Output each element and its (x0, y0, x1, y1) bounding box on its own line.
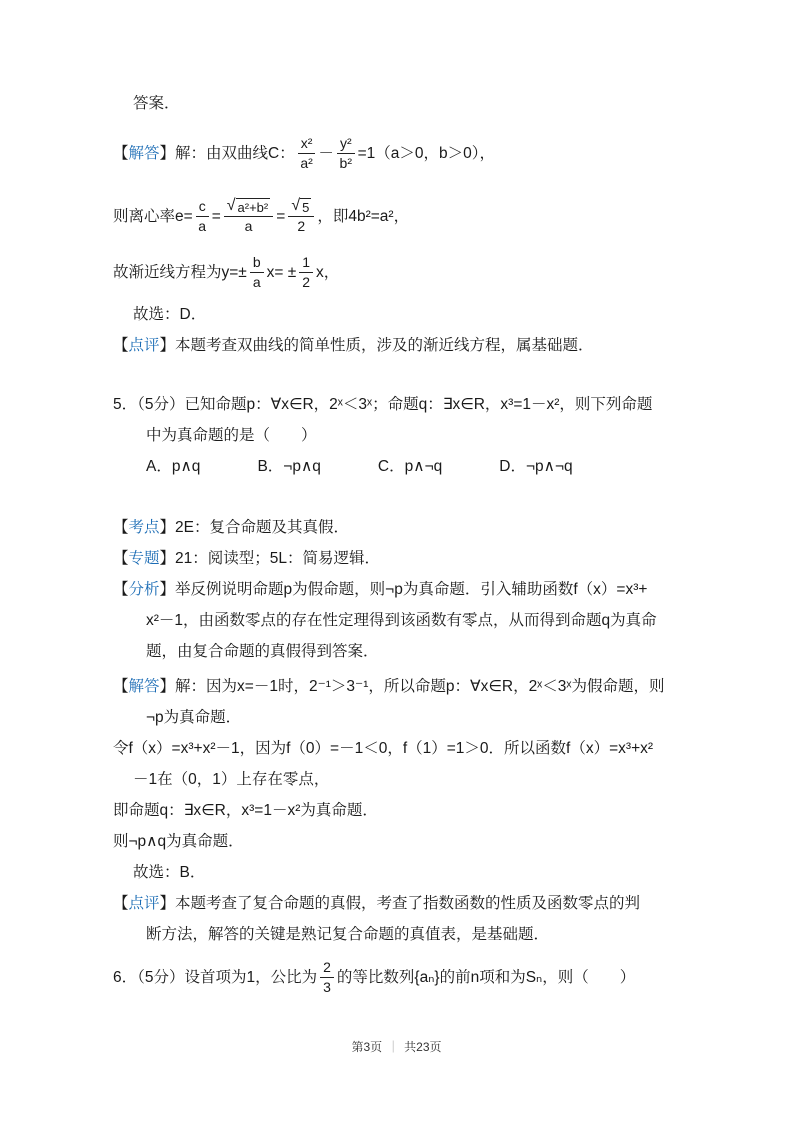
q5-fenxi-text-1: 举反例说明命题p为假命题，则¬p为真命题．引入辅助函数f（x）=x³+ (175, 581, 648, 598)
equals-sign: = (211, 207, 221, 225)
q5-stem-line2: 中为真命题的是（ ） (146, 427, 317, 444)
sec1-comment-line (113, 330, 688, 361)
q5-dianping-line1 (113, 888, 688, 919)
tag-zhuanti-label: 专题 (128, 550, 160, 567)
tag-fenxi: 【分析】 (113, 581, 176, 598)
q5-jieda-line3: 令f（x）=x³+x²－1，因为f（0）=－1＜0，f（1）=1＞0．所以函数f（x）=x³+x² (113, 740, 654, 757)
radical-sign: √ (291, 197, 301, 214)
q5-jieda-line6: 则¬p∧q为真命题． (113, 833, 244, 850)
fraction-y2-over-b2: $\frac{\text{y²}}{\text{b²}}$ (337, 135, 355, 172)
option-a: A．p∧q (146, 458, 201, 475)
tag-kaodian-label: 考点 (128, 519, 160, 536)
sec1-asym-post: x， (316, 263, 340, 281)
sec1-sol-pre: 解：由双曲线C： (175, 144, 295, 162)
q6-stem-post: 的等比数列{aₙ}的前n项和为Sₙ，则（ ） (336, 968, 636, 986)
radical-sign: √ (226, 197, 236, 214)
sec1-ecc-pre: 则离心率e= (113, 207, 193, 225)
q5-zhuanti-line (113, 543, 688, 574)
tag-dianping-label: 点评 (128, 337, 160, 354)
tag-fenxi-label: 分析 (128, 581, 160, 598)
fraction-b-over-a: $\frac{b}{a}$ (250, 254, 264, 291)
fraction-sqrt-a2b2-over-a: √ a²+b² a (224, 197, 274, 235)
q5-kaodian-line (113, 512, 688, 543)
q5-dianping-text-1: 本题考查了复合命题的真假，考查了指数函数的性质及函数零点的判 (175, 895, 641, 912)
q5-fenxi-line1 (113, 574, 688, 605)
sec1-asym-mid: x= ± (266, 263, 297, 281)
answer-caption: 答案． (133, 95, 180, 112)
q5-jieda-line5: 即命题q：∃x∈R，x³=1－x²为真命题． (113, 802, 378, 819)
tag-jieda-label: 解答 (128, 144, 160, 162)
tag-dianping-label: 点评 (128, 895, 160, 912)
fraction-2-over-3: $\frac{2}{3}$ (320, 959, 334, 996)
sec1-answer-choice: 故选：D． (133, 306, 207, 323)
q5-fenxi-line2: x²－1，由函数零点的存在性定理得到该函数有零点，从而得到命题q为真命 (146, 612, 657, 629)
footer-separator: ｜ (387, 1040, 400, 1054)
option-b: B．¬p∧q (257, 458, 321, 475)
page-footer (0, 1038, 793, 1055)
tag-dianping: 【点评】 (113, 895, 176, 912)
footer-page-number: 第3页 (351, 1040, 383, 1054)
sec1-ecc-post: ，即4b²=a²， (317, 207, 410, 225)
sec1-asym-pre: 故渐近线方程为y=± (113, 263, 247, 281)
minus-sign: － (318, 144, 334, 162)
q5-jieda-text-1: 解：因为x=－1时，2⁻¹＞3⁻¹，所以命题p：∀x∈R，2ˣ＜3ˣ为假命题，则 (175, 678, 665, 695)
q5-zhuanti-text: 21：阅读型；5L：简易逻辑． (175, 550, 381, 567)
sec1-asymptote-line (113, 249, 688, 295)
fraction-sqrt5-over-2: √ 5 2 (288, 197, 314, 235)
q5-stem-line1: 5．（5分）已知命题p：∀x∈R，2ˣ＜3ˣ；命题q：∃x∈R，x³=1－x²，则下列命题 (113, 396, 653, 413)
option-d: D．¬p∧¬q (499, 458, 573, 475)
q6-stem-line (113, 954, 688, 1000)
tag-zhuanti: 【专题】 (113, 550, 176, 567)
q5-options-row (113, 451, 688, 482)
sec1-eccentricity-line (113, 187, 688, 245)
fraction-c-over-a: $\frac{c}{a}$ (196, 198, 209, 235)
q5-jieda-line4: －1在（0，1）上存在零点， (133, 771, 330, 788)
q5-kaodian-text: 2E：复合命题及其真假． (175, 519, 350, 536)
tag-jieda-label: 解答 (128, 678, 160, 695)
option-c: C．p∧¬q (377, 458, 443, 475)
bracket-right: 】 (159, 144, 176, 162)
sec1-solution-formula-line (113, 125, 688, 181)
tag-jieda (113, 138, 175, 169)
q5-answer-choice: 故选：B． (133, 864, 206, 881)
q5-jieda-line1 (113, 671, 688, 702)
sec1-sol-post: =1（a＞0，b＞0）， (357, 144, 496, 162)
sec1-comment-text: 本题考查双曲线的简单性质，涉及的渐近线方程，属基础题． (175, 337, 594, 354)
bracket-left: 【 (113, 144, 129, 162)
q6-stem-pre: 6．（5分）设首项为1，公比为 (113, 968, 318, 986)
document-body (113, 88, 688, 1000)
equals-sign: = (276, 207, 286, 225)
q5-dianping-line2: 断方法，解答的关键是熟记复合命题的真值表，是基础题． (146, 926, 550, 943)
sqrt-a2-plus-b2: √ a²+b² (226, 197, 269, 215)
q5-jieda-line2: ¬p为真命题． (146, 709, 242, 726)
fraction-1-over-2: $\frac{1}{2}$ (299, 254, 313, 291)
q5-fenxi-line3: 题，由复合命题的真假得到答案． (146, 643, 379, 660)
fraction-x2-over-a2: $\frac{\text{x²}}{\text{a²}}$ (298, 135, 316, 172)
footer-total-pages: 共23页 (404, 1040, 442, 1054)
tag-jieda: 【解答】 (113, 678, 176, 695)
tag-dianping: 【点评】 (113, 337, 176, 354)
sqrt-5: √ 5 (291, 197, 310, 215)
tag-kaodian: 【考点】 (113, 519, 176, 536)
